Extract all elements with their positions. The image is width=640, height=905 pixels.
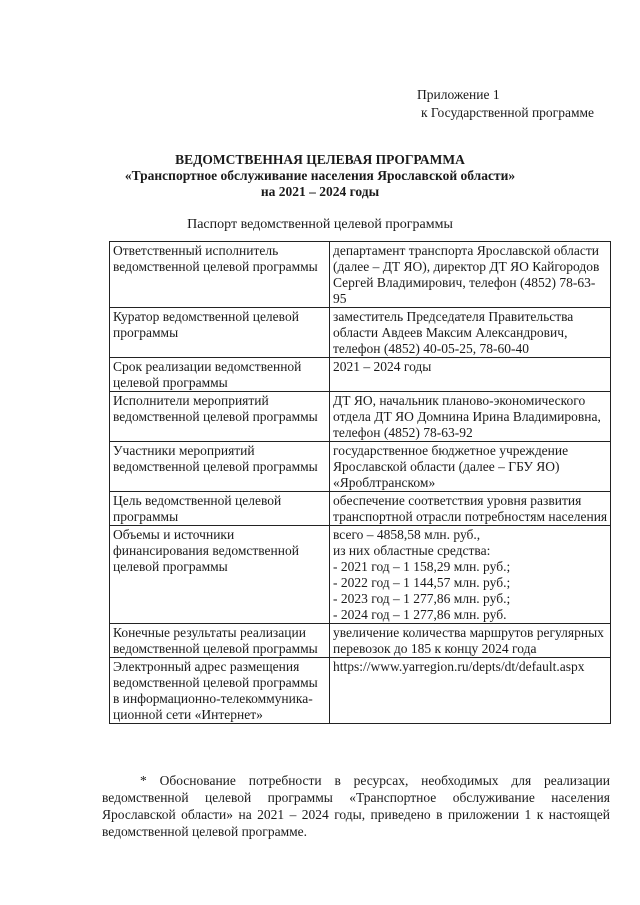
row-value: государственное бюджетное учреждение Ярославской области (далее – ГБУ ЯО) «Яроблтранском» xyxy=(330,442,611,492)
row-value: ДТ ЯО, начальник планово-экономического отдела ДТ ЯО Домнина Ирина Владимировна, телефон (4852) 78-63-92 xyxy=(330,392,611,442)
funding-values xyxy=(330,526,611,624)
passport-subtitle: Паспорт ведомственной целевой программы xyxy=(187,217,453,232)
row-value: заместитель Председателя Правительства области Авдеев Максим Александрович, телефон (4852) 40-05-25, 78-60-40 xyxy=(330,308,611,358)
funding-line: - 2021 год – 1 158,29 млн. руб.; xyxy=(333,559,511,574)
table-row xyxy=(110,526,611,624)
table-row xyxy=(110,492,611,526)
funding-line: из них областные средства: xyxy=(333,543,491,558)
row-value: обеспечение соответствия уровня развития транспортной отрасли потребностям населения xyxy=(330,492,611,526)
passport-table xyxy=(109,241,611,724)
document-title xyxy=(0,152,640,200)
funding-line: - 2022 год – 1 144,57 млн. руб.; xyxy=(333,575,511,590)
funding-line: - 2024 год – 1 277,86 млн. руб. xyxy=(333,607,507,622)
title-line-3: на 2021 – 2024 годы xyxy=(260,184,380,199)
table-row xyxy=(110,658,611,724)
table-row xyxy=(110,308,611,358)
funding-line: - 2023 год – 1 277,86 млн. руб.; xyxy=(333,591,511,606)
table-row xyxy=(110,358,611,392)
title-line-1: ВЕДОМСТВЕННАЯ ЦЕЛЕВАЯ ПРОГРАММА xyxy=(175,152,465,167)
appendix-note xyxy=(417,86,594,122)
row-label: Цель ведомственной целевой программы xyxy=(110,492,330,526)
funding-line: всего – 4858,58 млн. руб., xyxy=(333,527,481,542)
row-label: Куратор ведомственной целевой программы xyxy=(110,308,330,358)
table-row xyxy=(110,442,611,492)
row-label: Исполнители мероприятий ведомственной целевой программы xyxy=(110,392,330,442)
table-row xyxy=(110,242,611,308)
row-label: Электронный адрес размещения ведомственной целевой программы в информационно-телекоммуника-ционной сети «Интернет» xyxy=(110,658,330,724)
title-line-2: «Транспортное обслуживание населения Ярославской области» xyxy=(124,168,516,183)
row-label: Участники мероприятий ведомственной целевой программы xyxy=(110,442,330,492)
row-value: увеличение количества маршрутов регулярных перевозок до 185 к концу 2024 года xyxy=(330,624,611,658)
row-label: Срок реализации ведомственной целевой программы xyxy=(110,358,330,392)
appendix-number: Приложение 1 xyxy=(417,87,500,102)
row-label: Ответственный исполнитель ведомственной целевой программы xyxy=(110,242,330,308)
footnote: * Обоснование потребности в ресурсах, необходимых для реализации ведомственной целевой программы «Транспортное обслуживание населения Ярославской области» на 2021 – 2024 годы, приведено в приложении 1 к настоящей ведомственной целевой программе. xyxy=(102,773,610,839)
appendix-reference: к Государственной программе xyxy=(421,105,595,120)
table-row xyxy=(110,624,611,658)
table-row xyxy=(110,392,611,442)
row-value: 2021 – 2024 годы xyxy=(330,358,611,392)
row-label: Конечные результаты реализации ведомственной целевой программы xyxy=(110,624,330,658)
row-value: департамент транспорта Ярославской области (далее – ДТ ЯО), директор ДТ ЯО Кайгородов Сергей Владимирович, телефон (4852) 78-63-95 xyxy=(330,242,611,308)
row-label: Объемы и источники финансирования ведомственной целевой программы xyxy=(110,526,330,624)
website-link: https://www.yarregion.ru/depts/dt/default.aspx xyxy=(330,658,611,724)
